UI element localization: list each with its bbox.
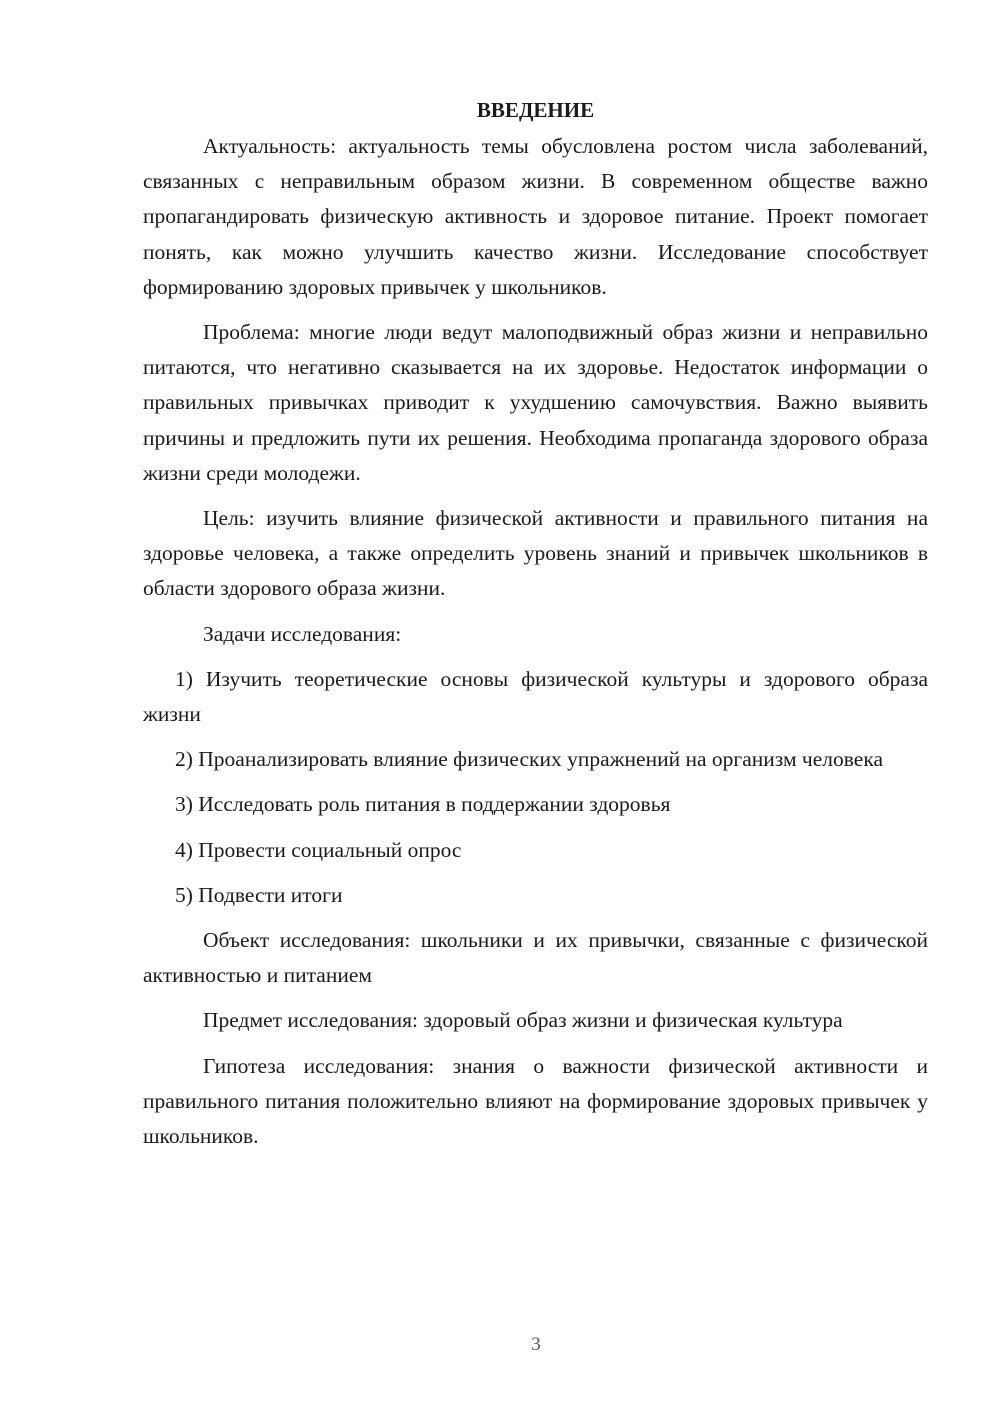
task-item-3: 3) Исследовать роль питания в поддержании здоровья bbox=[175, 792, 671, 817]
task-item-4: 4) Провести социальный опрос bbox=[175, 837, 462, 862]
tasks-heading: Задачи исследования: bbox=[203, 621, 402, 646]
object-paragraph: Объект исследования: школьники и их привычки, связанные с физической активностью и питанием bbox=[143, 928, 928, 988]
page-number: 3 bbox=[531, 1334, 541, 1355]
task-item-2: 2) Проанализировать влияние физических упражнений на организм человека bbox=[175, 747, 883, 772]
relevance-paragraph: Актуальность: актуальность темы обусловлена ростом числа заболеваний, связанных с неправильным образом жизни. В современном обществе важно пропагандировать физическую активность и здоровое питание. Проект помогает понять, как можно улучшить качество жизни. Исследование способствует формированию здоровых привычек у школьников. bbox=[143, 134, 928, 299]
section-title: ВВЕДЕНИЕ bbox=[476, 98, 595, 122]
tasks-list bbox=[143, 662, 928, 913]
document-page bbox=[143, 95, 928, 1164]
hypothesis-paragraph: Гипотеза исследования: знания о важности физической активности и правильного питания положительно влияют на формирование здоровых привычек у школьников. bbox=[143, 1053, 928, 1149]
task-item-5: 5) Подвести итоги bbox=[175, 882, 343, 907]
task-item-1: 1) Изучить теоретические основы физической культуры и здорового образа жизни bbox=[143, 666, 928, 727]
subject-paragraph: Предмет исследования: здоровый образ жизни и физическая культура bbox=[203, 1008, 843, 1033]
goal-paragraph: Цель: изучить влияние физической активности и правильного питания на здоровье человека, а также определить уровень знаний и привычек школьников в области здорового образа жизни. bbox=[143, 506, 928, 601]
problem-paragraph: Проблема: многие люди ведут малоподвижный образ жизни и неправильно питаются, что негативно сказывается на их здоровье. Недостаток информации о правильных привычках приводит к ухудшению самочувствия. Важно выявить причины и предложить пути их решения. Необходима пропаганда здорового образа жизни среди молодежи. bbox=[143, 320, 928, 485]
